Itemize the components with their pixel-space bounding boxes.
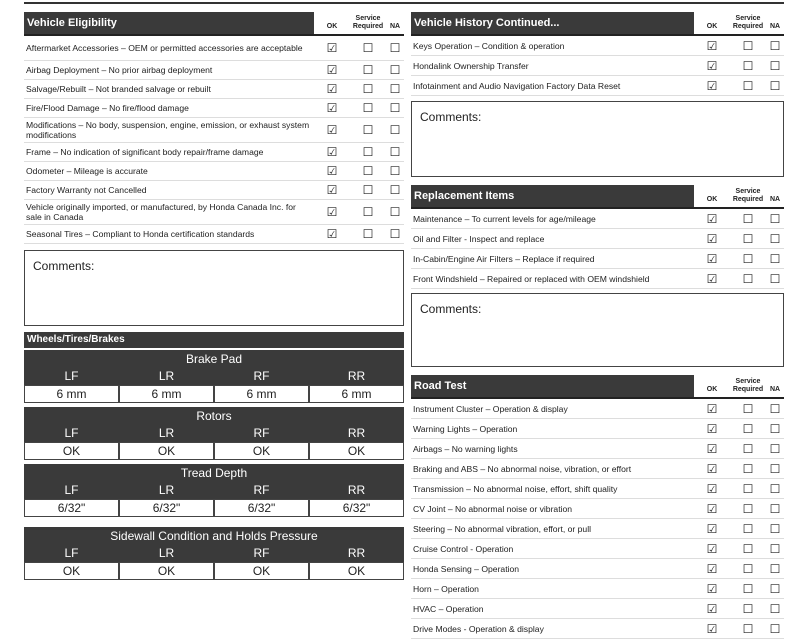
measurement-value[interactable]: OK [25,563,120,579]
left-column [24,10,404,580]
measurement-values [24,442,404,460]
item-label: Infotainment and Audio Navigation Factory Data Reset [413,80,621,91]
wheel-position-headers [24,368,404,385]
ok-checkbox[interactable]: ☑ [706,231,718,246]
checklist-row [411,539,784,559]
measurement-value[interactable]: 6 mm [215,386,310,402]
service-required-checkbox[interactable]: ☐ [362,164,374,178]
service-required-checkbox[interactable]: ☐ [742,401,754,416]
service-required-checkbox[interactable]: ☐ [742,561,754,576]
vehicle-history-header [411,10,784,36]
item-label: Instrument Cluster – Operation & display [413,403,568,414]
na-checkbox[interactable]: ☐ [389,123,401,137]
ok-checkbox[interactable]: ☑ [706,501,718,516]
checklist-row [24,143,404,162]
ok-checkbox[interactable]: ☑ [326,63,338,77]
na-checkbox[interactable]: ☐ [769,271,781,286]
measurement-value[interactable]: OK [215,563,310,579]
item-label: Steering – No abnormal vibration, effort, or pull [413,523,592,534]
wheel-position-header: RR [347,546,366,560]
na-checkbox[interactable]: ☐ [389,41,401,55]
service-required-checkbox[interactable]: ☐ [742,461,754,476]
item-label: Front Windshield – Repaired or replaced with OEM windshield [413,273,650,284]
item-label: Transmission – No abnormal noise, effort, shift quality [413,483,618,494]
checklist-row [411,249,784,269]
ok-checkbox[interactable]: ☑ [326,205,338,219]
measurement-values [24,562,404,580]
na-checkbox[interactable]: ☐ [389,205,401,219]
na-checkbox[interactable]: ☐ [769,211,781,226]
measurement-value[interactable]: OK [347,444,366,458]
service-required-checkbox[interactable]: ☐ [362,205,374,219]
measurement-grid [24,527,404,580]
item-label: CV Joint – No abnormal noise or vibration [413,503,573,514]
service-required-checkbox[interactable]: ☐ [742,38,754,53]
wheel-position-header: RR [347,483,366,497]
item-label: Horn – Operation [413,583,479,594]
ok-checkbox[interactable]: ☑ [706,561,718,576]
na-checkbox[interactable]: ☐ [389,183,401,197]
checklist-row [411,599,784,619]
measurement-value[interactable]: 6 mm [25,386,120,402]
service-required-checkbox[interactable]: ☐ [742,441,754,456]
na-checkbox[interactable]: ☐ [389,145,401,159]
service-required-checkbox[interactable]: ☐ [742,581,754,596]
ok-checkbox[interactable]: ☑ [706,271,718,286]
replacement-items-header [411,183,784,209]
checklist-row [411,76,784,96]
checklist-row [411,56,784,76]
checklist-row [24,200,404,225]
na-checkbox[interactable]: ☐ [389,227,401,241]
wheel-position-header: LR [158,369,175,383]
na-checkbox[interactable]: ☐ [769,601,781,616]
ok-checkbox[interactable]: ☑ [326,145,338,159]
measurement-value[interactable]: OK [120,443,215,459]
vehicle-eligibility-list [24,36,404,244]
wheel-position-header: RF [253,546,270,560]
service-header: Service Required [732,15,764,30]
service-required-checkbox[interactable]: ☐ [362,82,374,96]
na-checkbox[interactable]: ☐ [389,82,401,96]
grid-title: Tread Depth [24,464,404,482]
measurement-value[interactable]: 6/32" [215,500,310,516]
checklist-row [411,459,784,479]
ok-checkbox[interactable]: ☑ [706,621,718,636]
na-checkbox[interactable]: ☐ [769,441,781,456]
service-required-checkbox[interactable]: ☐ [362,101,374,115]
item-label: Frame – No indication of significant body repair/frame damage [26,147,264,157]
right-column [411,10,784,639]
checklist-row [24,36,404,61]
na-checkbox[interactable]: ☐ [389,164,401,178]
service-required-checkbox[interactable]: ☐ [362,123,374,137]
ok-checkbox[interactable]: ☑ [706,461,718,476]
checklist-row [411,229,784,249]
service-required-checkbox[interactable]: ☐ [362,63,374,77]
item-label: Cruise Control - Operation [413,543,514,554]
service-required-checkbox[interactable]: ☐ [742,481,754,496]
ok-checkbox[interactable]: ☑ [706,78,718,93]
ok-checkbox[interactable]: ☑ [326,227,338,241]
wheel-position-header: RF [253,483,270,497]
vehicle-eligibility-header [24,10,404,36]
item-label: Seasonal Tires – Compliant to Honda certification standards [26,229,255,239]
na-checkbox[interactable]: ☐ [389,101,401,115]
na-header: NA [769,196,781,203]
checklist-row [411,619,784,639]
replacement-comments-box[interactable] [411,293,784,367]
na-checkbox[interactable]: ☐ [769,421,781,436]
item-label: Fire/Flood Damage – No fire/flood damage [26,103,189,113]
ok-checkbox[interactable]: ☑ [706,58,718,73]
wheel-position-headers [24,482,404,499]
ok-checkbox[interactable]: ☑ [326,41,338,55]
service-required-checkbox[interactable]: ☐ [742,601,754,616]
item-label: Aftermarket Accessories – OEM or permitted accessories are acceptable [26,43,303,53]
na-checkbox[interactable]: ☐ [389,63,401,77]
wheel-position-header: RF [253,369,270,383]
wheel-position-header: RR [347,369,366,383]
item-label: Keys Operation – Condition & operation [413,40,565,51]
service-required-checkbox[interactable]: ☐ [742,231,754,246]
ok-checkbox[interactable]: ☑ [326,164,338,178]
na-checkbox[interactable]: ☐ [769,461,781,476]
na-checkbox[interactable]: ☐ [769,621,781,636]
na-checkbox[interactable]: ☐ [769,401,781,416]
na-checkbox[interactable]: ☐ [769,231,781,246]
checklist-row [24,118,404,143]
na-checkbox[interactable]: ☐ [769,78,781,93]
service-required-checkbox[interactable]: ☐ [742,621,754,636]
item-label: Drive Modes - Operation & display [413,623,544,634]
na-checkbox[interactable]: ☐ [769,58,781,73]
ok-checkbox[interactable]: ☑ [706,541,718,556]
item-label: Salvage/Rebuilt – Not branded salvage or rebuilt [26,84,211,94]
item-label: Hondalink Ownership Transfer [413,60,529,71]
service-header: Service Required [732,188,764,203]
ok-header: OK [706,386,718,393]
na-checkbox[interactable]: ☐ [769,541,781,556]
measurement-grid [24,464,404,517]
ok-checkbox[interactable]: ☑ [706,251,718,266]
measurement-value[interactable]: 6/32" [120,500,215,516]
service-required-checkbox[interactable]: ☐ [742,211,754,226]
na-checkbox[interactable]: ☐ [769,481,781,496]
checklist-row [24,80,404,99]
wheels-tires-brakes-grids [24,350,404,580]
measurement-value[interactable]: OK [215,443,310,459]
road-test-header [411,373,784,399]
checklist-row [411,559,784,579]
service-header: Service Required [732,378,764,393]
vehicle-eligibility-comments-box[interactable] [24,250,404,326]
ok-checkbox[interactable]: ☑ [706,521,718,536]
wheel-position-header: LR [158,426,175,440]
wheel-position-headers [24,425,404,442]
ok-checkbox[interactable]: ☑ [706,481,718,496]
item-label: Odometer – Mileage is accurate [26,166,148,176]
checklist-row [411,36,784,56]
checklist-row [24,162,404,181]
measurement-grid [24,407,404,460]
ok-header: OK [706,23,718,30]
wheel-position-header: LF [64,369,79,383]
item-label: Warning Lights – Operation [413,423,518,434]
na-checkbox[interactable]: ☐ [769,581,781,596]
measurement-value[interactable]: 6 mm [341,387,372,401]
measurement-values [24,385,404,403]
ok-checkbox[interactable]: ☑ [706,421,718,436]
item-label: Factory Warranty not Cancelled [26,185,147,195]
item-label: Oil and Filter - Inspect and replace [413,233,545,244]
service-required-checkbox[interactable]: ☐ [742,251,754,266]
vehicle-history-comments-box[interactable] [411,101,784,177]
wheel-position-header: LF [64,546,79,560]
item-label: Braking and ABS – No abnormal noise, vibration, or effort [413,463,632,474]
comments-label: Comments: [33,259,95,273]
checklist-row [411,499,784,519]
section-title: Road Test [411,375,694,397]
wheel-position-header: LR [158,546,175,560]
ok-checkbox[interactable]: ☑ [706,38,718,53]
measurement-value[interactable]: 6/32" [342,501,371,515]
top-rule [24,2,784,4]
wheel-position-header: LR [158,483,175,497]
wheel-position-header: LF [64,483,79,497]
ok-checkbox[interactable]: ☑ [706,601,718,616]
grid-title: Rotors [24,407,404,425]
service-required-checkbox[interactable]: ☐ [742,78,754,93]
checklist-row [411,269,784,289]
item-label: Honda Sensing – Operation [413,563,520,574]
checklist-row [411,399,784,419]
item-label: Airbags – No warning lights [413,443,518,454]
ok-checkbox[interactable]: ☑ [706,581,718,596]
ok-checkbox[interactable]: ☑ [326,123,338,137]
checklist-row [24,181,404,200]
service-required-checkbox[interactable]: ☐ [362,183,374,197]
na-checkbox[interactable]: ☐ [769,521,781,536]
item-label: In-Cabin/Engine Air Filters – Replace if required [413,253,595,264]
na-checkbox[interactable]: ☐ [769,561,781,576]
ok-checkbox[interactable]: ☑ [706,401,718,416]
service-required-checkbox[interactable]: ☐ [742,421,754,436]
replacement-items-list [411,209,784,289]
ok-checkbox[interactable]: ☑ [326,101,338,115]
service-required-checkbox[interactable]: ☐ [742,501,754,516]
road-test-list [411,399,784,639]
wheels-tires-brakes-header: Wheels/Tires/Brakes [24,332,404,348]
checklist-row [411,519,784,539]
ok-header: OK [706,196,718,203]
measurement-value[interactable]: 6 mm [120,386,215,402]
checklist-row [411,439,784,459]
service-required-checkbox[interactable]: ☐ [742,541,754,556]
comments-label: Comments: [420,110,482,124]
vehicle-history-list [411,36,784,96]
ok-checkbox[interactable]: ☑ [326,183,338,197]
checklist-row [411,579,784,599]
service-required-checkbox[interactable]: ☐ [362,41,374,55]
section-title: Vehicle History Continued... [411,12,694,34]
checklist-row [24,99,404,118]
wheel-position-headers [24,545,404,562]
section-title: Replacement Items [411,185,694,207]
service-required-checkbox[interactable]: ☐ [742,521,754,536]
measurement-values [24,499,404,517]
measurement-value[interactable]: OK [120,563,215,579]
measurement-value[interactable]: OK [347,564,366,578]
wheel-position-header: RR [347,426,366,440]
na-checkbox[interactable]: ☐ [769,38,781,53]
grid-title: Brake Pad [24,350,404,368]
checklist-row [24,61,404,80]
wheel-position-header: LF [64,426,79,440]
measurement-grid [24,350,404,403]
na-header: NA [769,386,781,393]
item-label: Modifications – No body, suspension, engine, emission, or exhaust system modifications [26,120,310,140]
grid-title: Sidewall Condition and Holds Pressure [24,527,404,545]
ok-checkbox[interactable]: ☑ [706,441,718,456]
comments-label: Comments: [420,302,482,316]
service-required-checkbox[interactable]: ☐ [362,145,374,159]
service-header: Service Required [352,15,384,30]
item-label: Airbag Deployment – No prior airbag deployment [26,65,213,75]
measurement-value[interactable]: OK [25,443,120,459]
na-header: NA [769,23,781,30]
wheel-position-header: RF [253,426,270,440]
checklist-row [411,419,784,439]
item-label: HVAC – Operation [413,603,484,614]
ok-checkbox[interactable]: ☑ [706,211,718,226]
checklist-row [411,479,784,499]
checklist-row [24,225,404,244]
measurement-value[interactable]: 6/32" [25,500,120,516]
item-label: Maintenance – To current levels for age/mileage [413,213,596,224]
service-required-checkbox[interactable]: ☐ [742,271,754,286]
na-checkbox[interactable]: ☐ [769,251,781,266]
service-required-checkbox[interactable]: ☐ [742,58,754,73]
section-title: Vehicle Eligibility [24,12,314,34]
ok-checkbox[interactable]: ☑ [326,82,338,96]
service-required-checkbox[interactable]: ☐ [362,227,374,241]
ok-header: OK [326,23,338,30]
na-header: NA [389,23,401,30]
na-checkbox[interactable]: ☐ [769,501,781,516]
item-label: Vehicle originally imported, or manufactured, by Honda Canada Inc. for sale in Canada [26,202,296,222]
checklist-row [411,209,784,229]
